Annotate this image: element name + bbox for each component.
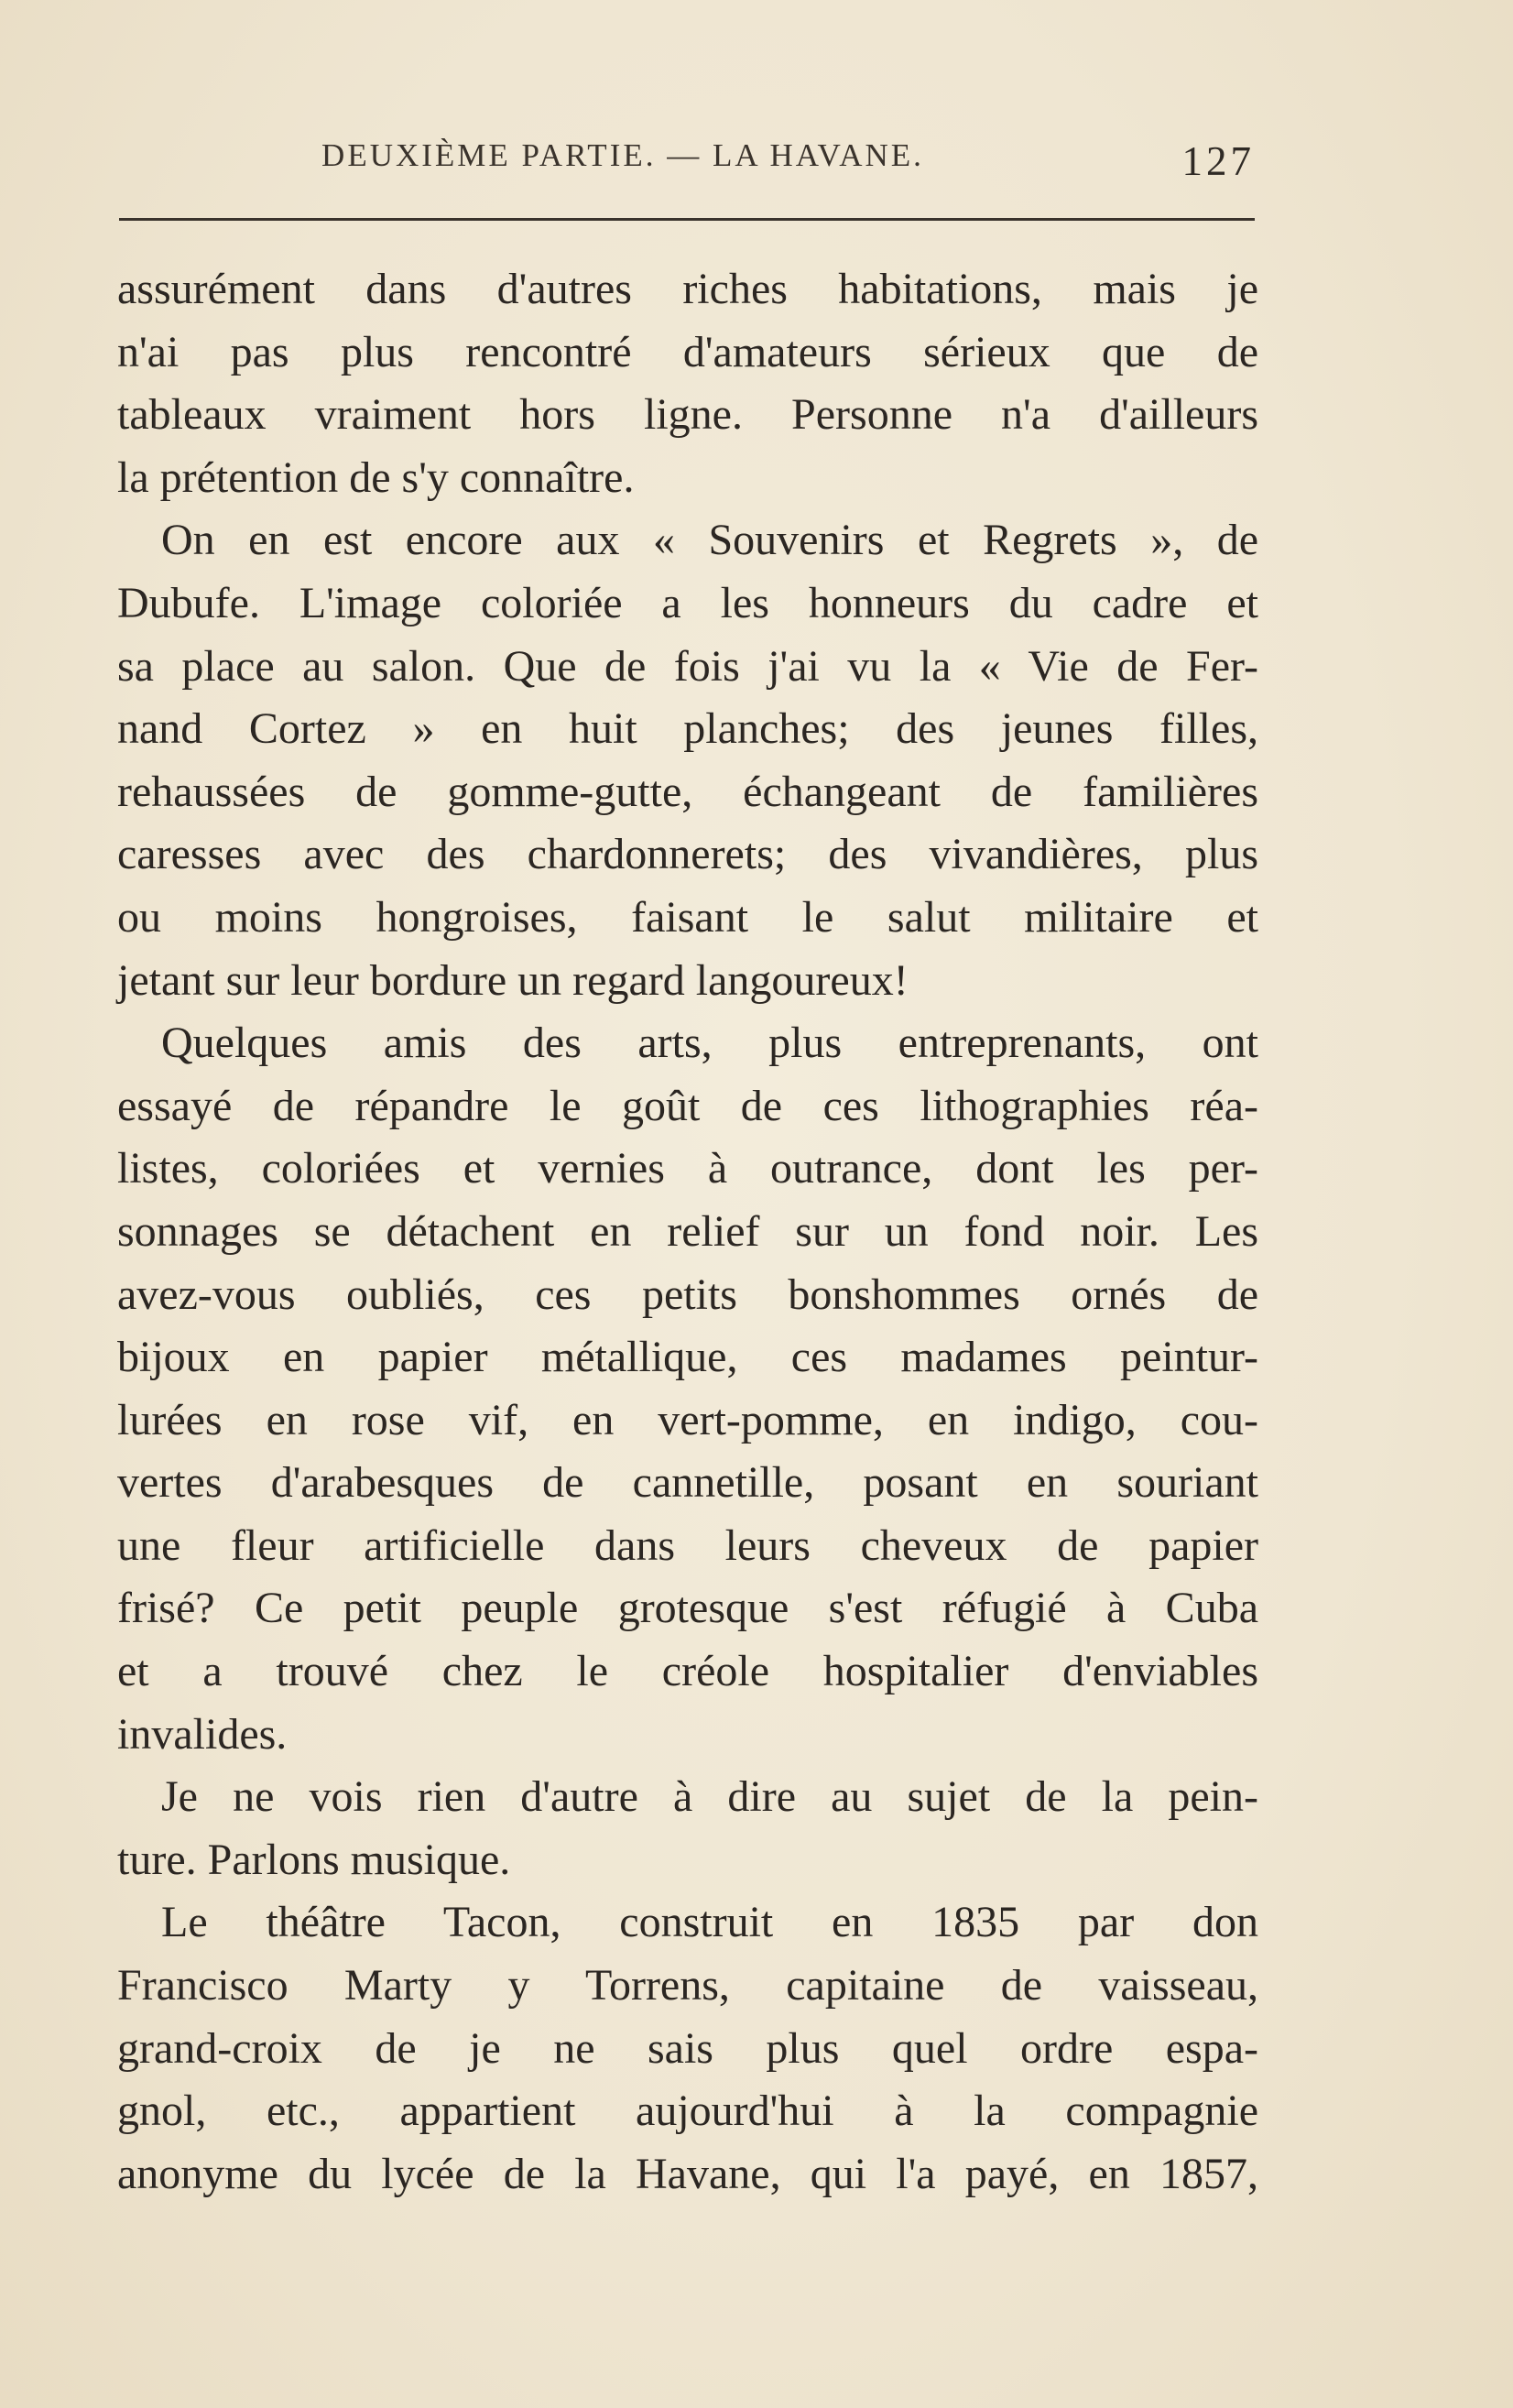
page-number: 127: [1181, 138, 1255, 184]
text-line: la prétention de s'y connaître.: [117, 452, 635, 502]
text-line: sonnages se détachent en relief sur un fond noir. Les: [117, 1206, 1258, 1256]
text-line: ou moins hongroises, faisant le salut militaire et: [117, 892, 1258, 942]
text-line: une fleur artificielle dans leurs cheveux de papier: [117, 1520, 1258, 1570]
text-line: jetant sur leur bordure un regard langoureux!: [117, 955, 909, 1005]
text-line: Quelques amis des arts, plus entreprenants, ont: [161, 1019, 1258, 1068]
text-line: Dubufe. L'image coloriée a les honneurs du cadre et: [117, 578, 1258, 627]
page-header: [119, 137, 1255, 192]
text-line: Je ne vois rien d'autre à dire au sujet de la pein-: [161, 1772, 1258, 1822]
text-line: caresses avec des chardonnerets; des vivandières, plus: [117, 830, 1258, 879]
text-line: invalides.: [117, 1709, 288, 1759]
text-line: essayé de répandre le goût de ces lithographies réa-: [117, 1081, 1258, 1130]
text-line: assurément dans d'autres riches habitations, mais je: [117, 265, 1258, 313]
text-line: anonyme du lycée de la Havane, qui l'a payé, en 1857,: [117, 2149, 1258, 2198]
text-line: gnol, etc., appartient aujourd'hui à la compagnie: [117, 2087, 1258, 2136]
text-line: avez-vous oubliés, ces petits bonshommes ornés de: [117, 1269, 1258, 1319]
text-line: sa place au salon. Que de fois j'ai vu la « Vie de Fer-: [117, 641, 1258, 691]
text-line: et a trouvé chez le créole hospitalier d'enviables: [117, 1647, 1258, 1696]
text-line: nand Cortez » en huit planches; des jeunes filles,: [117, 704, 1258, 754]
text-line: frisé? Ce petit peuple grotesque s'est réfugié à Cuba: [117, 1584, 1258, 1633]
text-line: Francisco Marty y Torrens, capitaine de vaisseau,: [117, 1961, 1258, 2010]
text-line: bijoux en papier métallique, ces madames peintur-: [117, 1333, 1258, 1382]
running-title: DEUXIÈME PARTIE. — LA HAVANE.: [321, 137, 924, 173]
text-line: n'ai pas plus rencontré d'amateurs sérieux que de: [117, 327, 1258, 376]
paragraph: [117, 1766, 1258, 1891]
text-line: grand-croix de je ne sais plus quel ordre espa-: [117, 2023, 1258, 2073]
text-line: lurées en rose vif, en vert-pomme, en indigo, cou-: [117, 1395, 1258, 1444]
text-line: Le théâtre Tacon, construit en 1835 par don: [161, 1898, 1258, 1947]
text-line: On en est encore aux « Souvenirs et Regrets », de: [161, 516, 1258, 565]
header-rule: [119, 218, 1255, 221]
text-line: ture. Parlons musique.: [117, 1835, 511, 1884]
paragraph: [117, 258, 1258, 509]
paragraph: [117, 1891, 1258, 2206]
text-line: listes, coloriées et vernies à outrance, dont les per-: [117, 1144, 1258, 1193]
text-line: rehaussées de gomme-gutte, échangeant de familières: [117, 767, 1258, 816]
body-text: [117, 258, 1258, 2206]
text-line: tableaux vraiment hors ligne. Personne n'a d'ailleurs: [117, 390, 1258, 440]
paragraph: [117, 1012, 1258, 1766]
text-line: vertes d'arabesques de cannetille, posant en souriant: [117, 1458, 1258, 1508]
paragraph: [117, 509, 1258, 1012]
